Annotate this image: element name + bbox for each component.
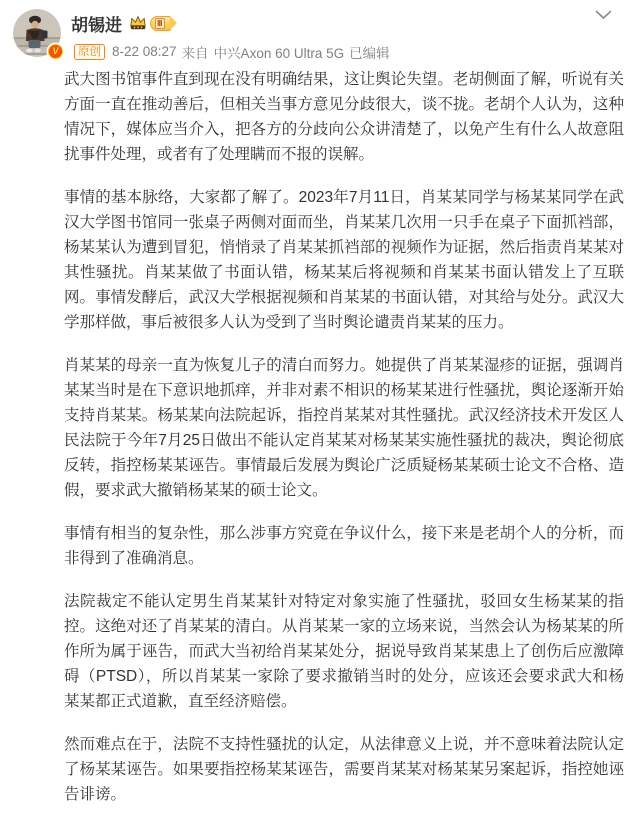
vip-crown-icon[interactable] — [129, 15, 147, 31]
vip-level-badge[interactable] — [150, 16, 171, 31]
device-source-link[interactable]: 中兴Axon 60 Ultra 5G — [213, 45, 345, 61]
from-label: 来自 — [181, 45, 209, 61]
original-badge: 原创 — [74, 44, 105, 60]
post-time[interactable]: 8-22 08:27 — [112, 44, 177, 59]
vip-level-number: Ⅲ — [157, 18, 163, 28]
post-paragraph-6: 然而难点在于，法院不支持性骚扰的认定，从法律意义上说，并不意味着法院认定了杨某某诬告。如果要指控杨某某诬告，需要肖某某对杨某某另案起诉，指控她诬告诽谤。 — [64, 736, 624, 803]
avatar[interactable] — [13, 9, 61, 57]
username[interactable]: 胡锡进 — [71, 15, 122, 35]
post-paragraph-2: 事情的基本脉络，大家都了解了。2023年7月11日，肖某某同学与杨某某同学在武汉大学图书馆同一张桌子两侧对面而坐，肖某某几次用一只手在桌子下面抓裆部，杨某某认为遭到冒犯，悄悄录了肖某某抓裆部的视频作为证据，然后指责肖某某对其性骚扰。肖某某做了书面认错，杨某某后将视频和肖某某书面认错发上了互联网。事情发酵后，武汉大学根据视频和肖某某的书面认错，对其给与处分。武汉大学那样做，事后被很多人认为受到了当时舆论谴责肖某某的压力。 — [64, 189, 624, 331]
post-paragraph-3: 肖某某的母亲一直为恢复儿子的清白而努力。她提供了肖某某湿疹的证据，强调肖某某当时是在下意识地抓痒，并非对素不相识的杨某某进行性骚扰，舆论逐渐开始支持肖某某。杨某某向法院起诉，指控肖某某对其性骚扰。武汉经济技术开发区人民法院于今年7月25日做出不能认定肖某某对杨某某实施性骚扰的裁决，舆论彻底反转，指控杨某某诬告。事情最后发展为舆论广泛质疑杨某某硕士论文不合格、造假，要求武大撤销杨某某的硕士论文。 — [64, 357, 624, 499]
post-paragraph-5: 法院裁定不能认定男生肖某某针对特定对象实施了性骚扰，驳回女生杨某某的指控。这绝对还了肖某某的清白。从肖某某一家的立场来说，当然会认为杨某某的所作所为属于诬告，而武大当初给肖某某处分，据说导致肖某某患上了创伤后应激障碍（PTSD），所以肖某某一家除了要求撤销当时的处分，应该还会要求武大和杨某某都正式道歉，直至经济赔偿。 — [64, 593, 624, 710]
post-meta-row — [74, 43, 390, 60]
chevron-down-icon[interactable] — [595, 7, 612, 19]
post-content — [64, 67, 624, 807]
vip-badge-tail — [170, 16, 177, 30]
post-paragraph-4: 事情有相当的复杂性，那么涉事方究竟在争议什么，接下来是老胡个人的分析，而非得到了准确消息。 — [64, 525, 624, 567]
verified-v-badge: V — [48, 44, 63, 59]
post-paragraph-1: 武大图书馆事件直到现在没有明确结果，这让舆论失望。老胡侧面了解，听说有关方面一直在推动善后，但相关当事方意见分歧很大，谈不拢。老胡个人认为，这种情况下，媒体应当介入，把各方的分歧向公众讲清楚了，以免产生有什么人故意阻扰事件处理，或者有了处理瞒而不报的误解。 — [64, 71, 624, 163]
name-row — [71, 13, 171, 33]
edited-label[interactable]: 已编辑 — [349, 45, 390, 61]
